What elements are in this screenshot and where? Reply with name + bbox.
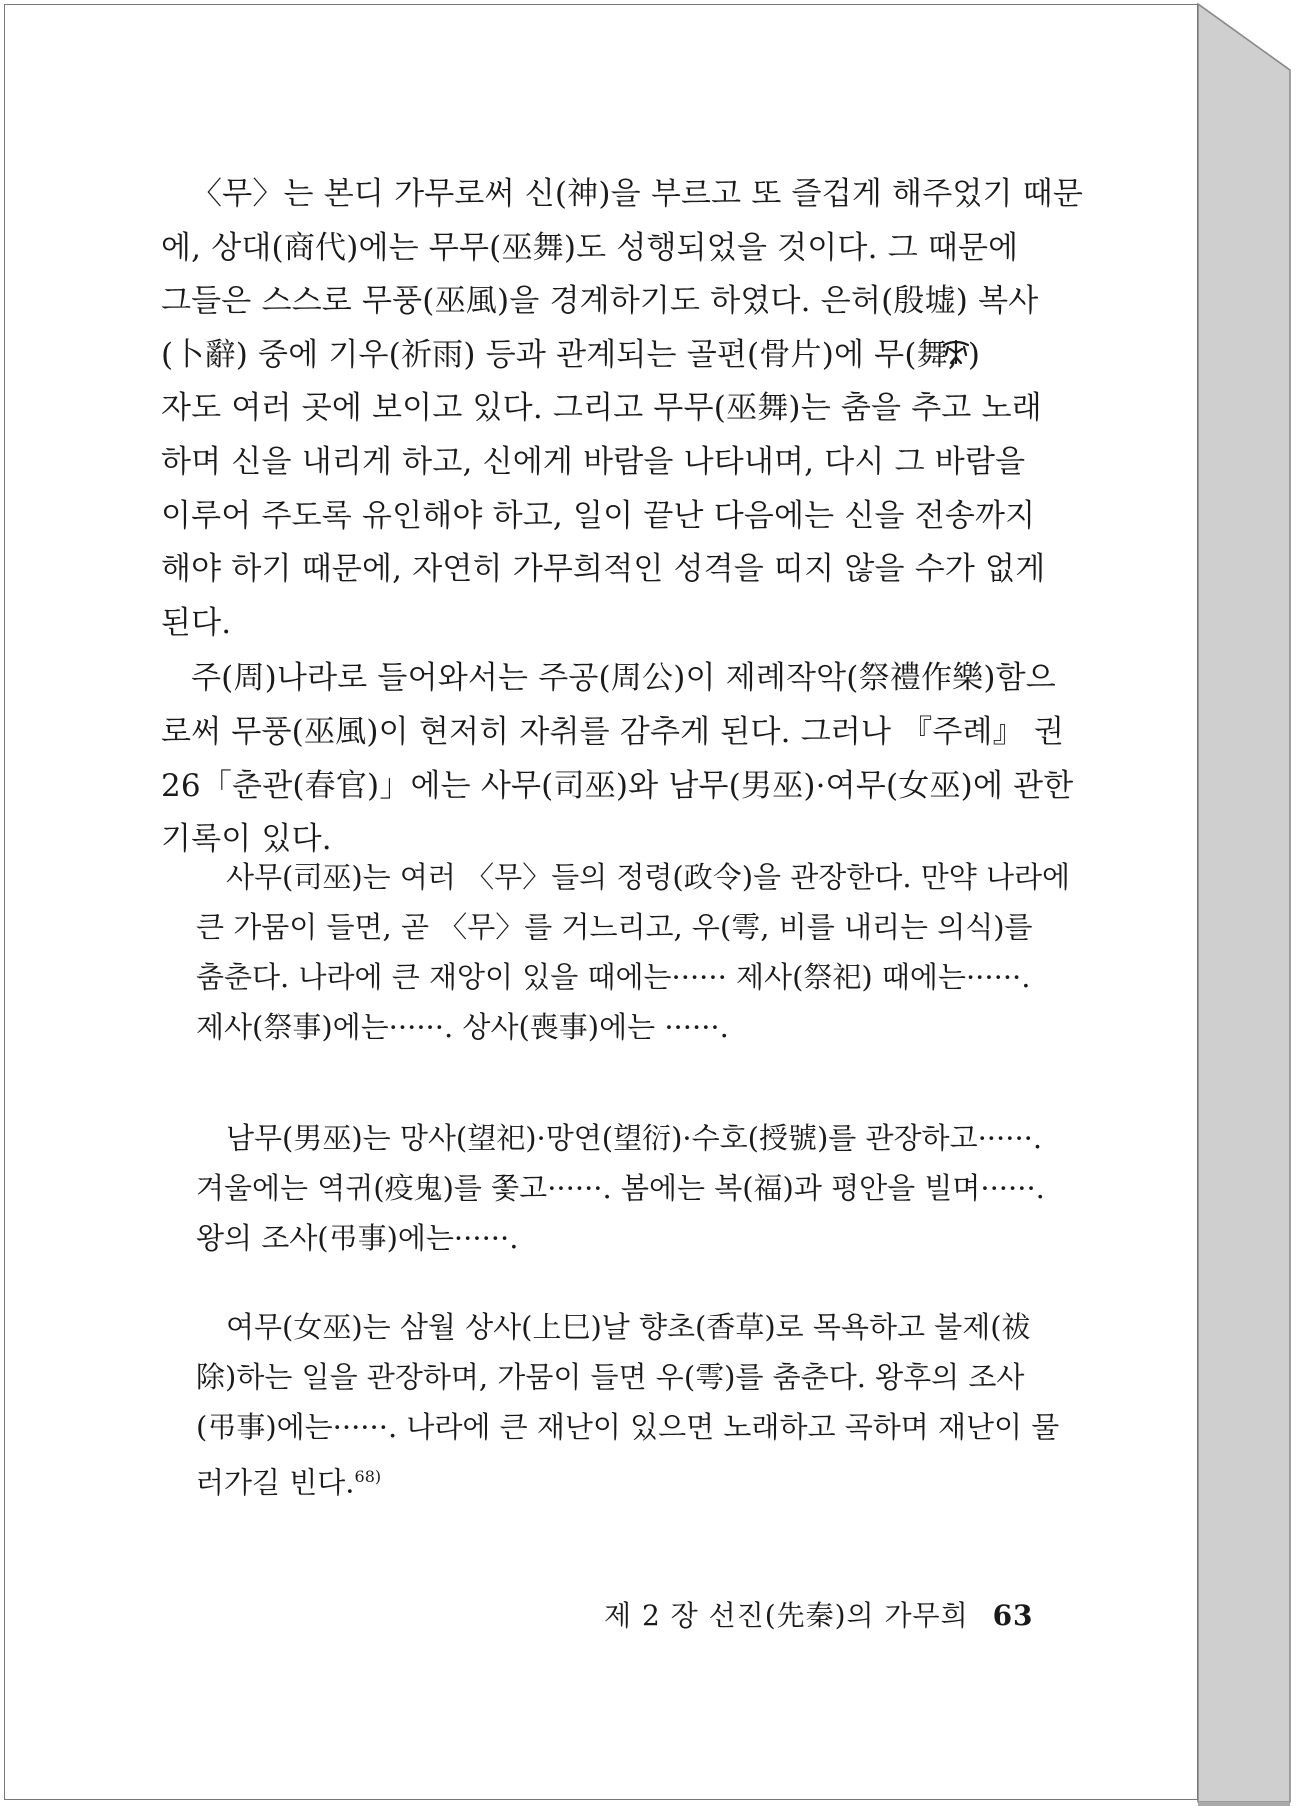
text-line: 기록이 있다. <box>161 821 332 858</box>
text-line-part: (卜辭) 중에 기우(祈雨) 등과 관계되는 골편(骨片)에 무(舞, ) <box>161 336 981 373</box>
footnote-marker: 68) <box>354 1467 382 1486</box>
text-line <box>161 329 1041 383</box>
quote-line: 여무(女巫)는 삼월 상사(上巳)날 향초(香草)로 목욕하고 불제(祓 <box>226 1310 1031 1344</box>
text-line: 그들은 스스로 무풍(巫風)을 경계하기도 하였다. 은허(殷墟) 복사 <box>161 283 1039 320</box>
quote-line: 除)하는 일을 관장하며, 가뭄이 들면 우(雩)를 춤춘다. 왕후의 조사 <box>196 1360 1025 1394</box>
paragraph-2 <box>161 652 1074 866</box>
running-head: 제 2 장 선진(先秦)의 가무희 <box>604 1599 969 1632</box>
quote-line: 큰 가뭄이 들면, 곧 〈무〉를 거느리고, 우(雩, 비를 내리는 의식)를 <box>196 910 1033 944</box>
text-line: 해야 하기 때문에, 자연히 가무희적인 성격을 띠지 않을 수가 없게 <box>161 551 1046 588</box>
book-edge-face <box>1198 4 1290 1802</box>
text-line: 〈무〉는 본디 가무로써 신(神)을 부르고 또 즐겁게 해주었기 때문 <box>191 176 1083 212</box>
quote-line <box>196 1452 1036 1508</box>
quote-line: 사무(司巫)는 여러 〈무〉들의 정령(政令)을 관장한다. 만약 나라에 <box>226 860 1071 894</box>
paragraph-1 <box>161 168 1083 650</box>
quote-line: 왕의 조사(弔事)에는······. <box>196 1221 519 1255</box>
quote-line: 남무(男巫)는 망사(望祀)·망연(望衍)·수호(授號)를 관장하고······. <box>226 1121 1043 1155</box>
oracle-bone-dance-glyph-icon <box>940 337 972 369</box>
page-number: 63 <box>992 1599 1034 1632</box>
text-line: 된다. <box>161 604 232 641</box>
quote-line: (弔事)에는······. 나라에 큰 재난이 있으면 노래하고 곡하며 재난이 물 <box>196 1410 1060 1444</box>
text-line: 이루어 주도록 유인해야 하고, 일이 끝난 다음에는 신을 전송까지 <box>161 497 1036 534</box>
text-line: 자도 여러 곳에 보이고 있다. 그리고 무무(巫舞)는 춤을 추고 노래 <box>161 390 1042 427</box>
quote-line: 겨울에는 역귀(疫鬼)를 쫓고······. 봄에는 복(福)과 평안을 빌며······. <box>196 1171 1045 1205</box>
quote-line: 제사(祭事)에는······. 상사(喪事)에는 ······. <box>196 1010 729 1044</box>
body-text <box>161 168 1083 867</box>
text-line: 주(周)나라로 들어와서는 주공(周公)이 제례작악(祭禮作樂)함으 <box>191 660 1056 697</box>
text-line: 에, 상대(商代)에는 무무(巫舞)도 성행되었을 것이다. 그 때문에 <box>161 229 1019 266</box>
book-edge-shadow <box>1198 1802 1290 1806</box>
block-quote-2 <box>196 1113 1045 1263</box>
text-line: 하며 신을 내리게 하고, 신에게 바람을 나타내며, 다시 그 바람을 <box>161 443 1026 480</box>
quote-line-text: 러가길 빈다. <box>196 1465 355 1500</box>
quote-line: 춤춘다. 나라에 큰 재앙이 있을 때에는······ 제사(祭祀) 때에는······. <box>196 960 1031 994</box>
text-line: 로써 무풍(巫風)이 현저히 자취를 감추게 된다. 그러나 『주례』 권 <box>161 713 1065 750</box>
page-footer <box>604 1594 1034 1634</box>
block-quote-1 <box>196 852 1071 1052</box>
block-quote-3 <box>196 1302 1060 1508</box>
text-line: 26「춘관(春官)」에는 사무(司巫)와 남무(男巫)·여무(女巫)에 관한 <box>161 767 1074 804</box>
